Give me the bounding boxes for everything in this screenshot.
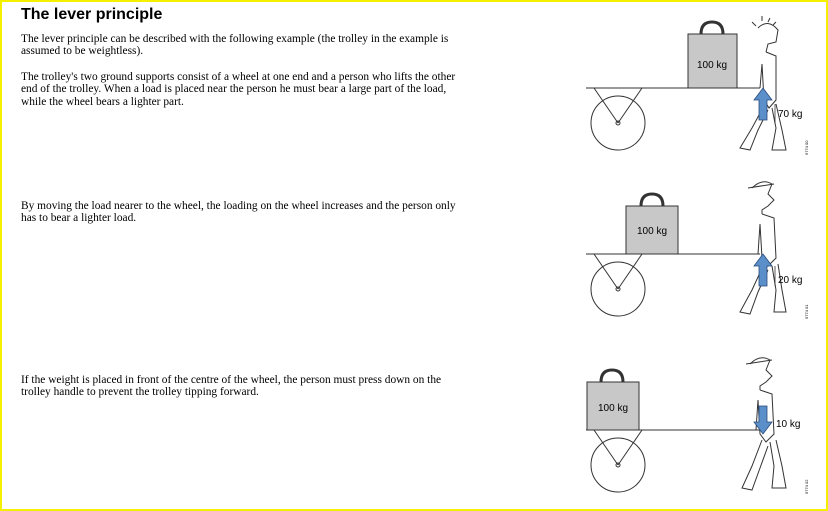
load-in-front-paragraph: If the weight is placed in front of the centre of the wheel, the person must press down on the trolley handle to prevent the trolley tipping forward. xyxy=(21,374,442,399)
trolley-drawing xyxy=(586,430,760,492)
supports-paragraph: The trolley's two ground supports consist of a wheel at one end and a person who lifts the other end of the trolley. When a load is placed near the person he must bear a large part of the load, while the wheel bears a lighter part. xyxy=(21,71,456,108)
intro-paragraph: The lever principle can be described with the following example (the trolley in the example is assumed to be weightless). xyxy=(21,33,449,58)
force-label: 10 kg xyxy=(776,419,801,430)
load-near-wheel-paragraph: By moving the load nearer to the wheel, the loading on the wheel increases and the person only has to bear a lighter load. xyxy=(21,200,456,225)
trolley-drawing xyxy=(586,254,760,316)
weight-100kg xyxy=(626,194,678,254)
lever-figure-2 xyxy=(582,174,822,324)
person-drawing xyxy=(740,182,786,314)
force-label: 70 kg xyxy=(778,109,803,120)
person-drawing xyxy=(740,16,786,150)
weight-100kg xyxy=(688,22,737,88)
force-arrow-up xyxy=(754,254,772,286)
weight-label: 100 kg xyxy=(597,403,629,414)
force-arrow-up xyxy=(754,88,772,120)
figure-code: 9774 01 xyxy=(804,304,809,319)
weight-label: 100 kg xyxy=(696,60,728,71)
force-label: 20 kg xyxy=(778,275,803,286)
figure-code: 9774 00 xyxy=(804,140,809,155)
weight-label: 100 kg xyxy=(636,226,668,237)
page-title: The lever principle xyxy=(21,6,163,23)
weight-100kg xyxy=(587,370,639,430)
lever-figure-3 xyxy=(582,348,822,498)
trolley-drawing xyxy=(586,88,760,150)
figure-code: 9774 02 xyxy=(804,479,809,494)
lever-figure-1 xyxy=(582,8,822,158)
